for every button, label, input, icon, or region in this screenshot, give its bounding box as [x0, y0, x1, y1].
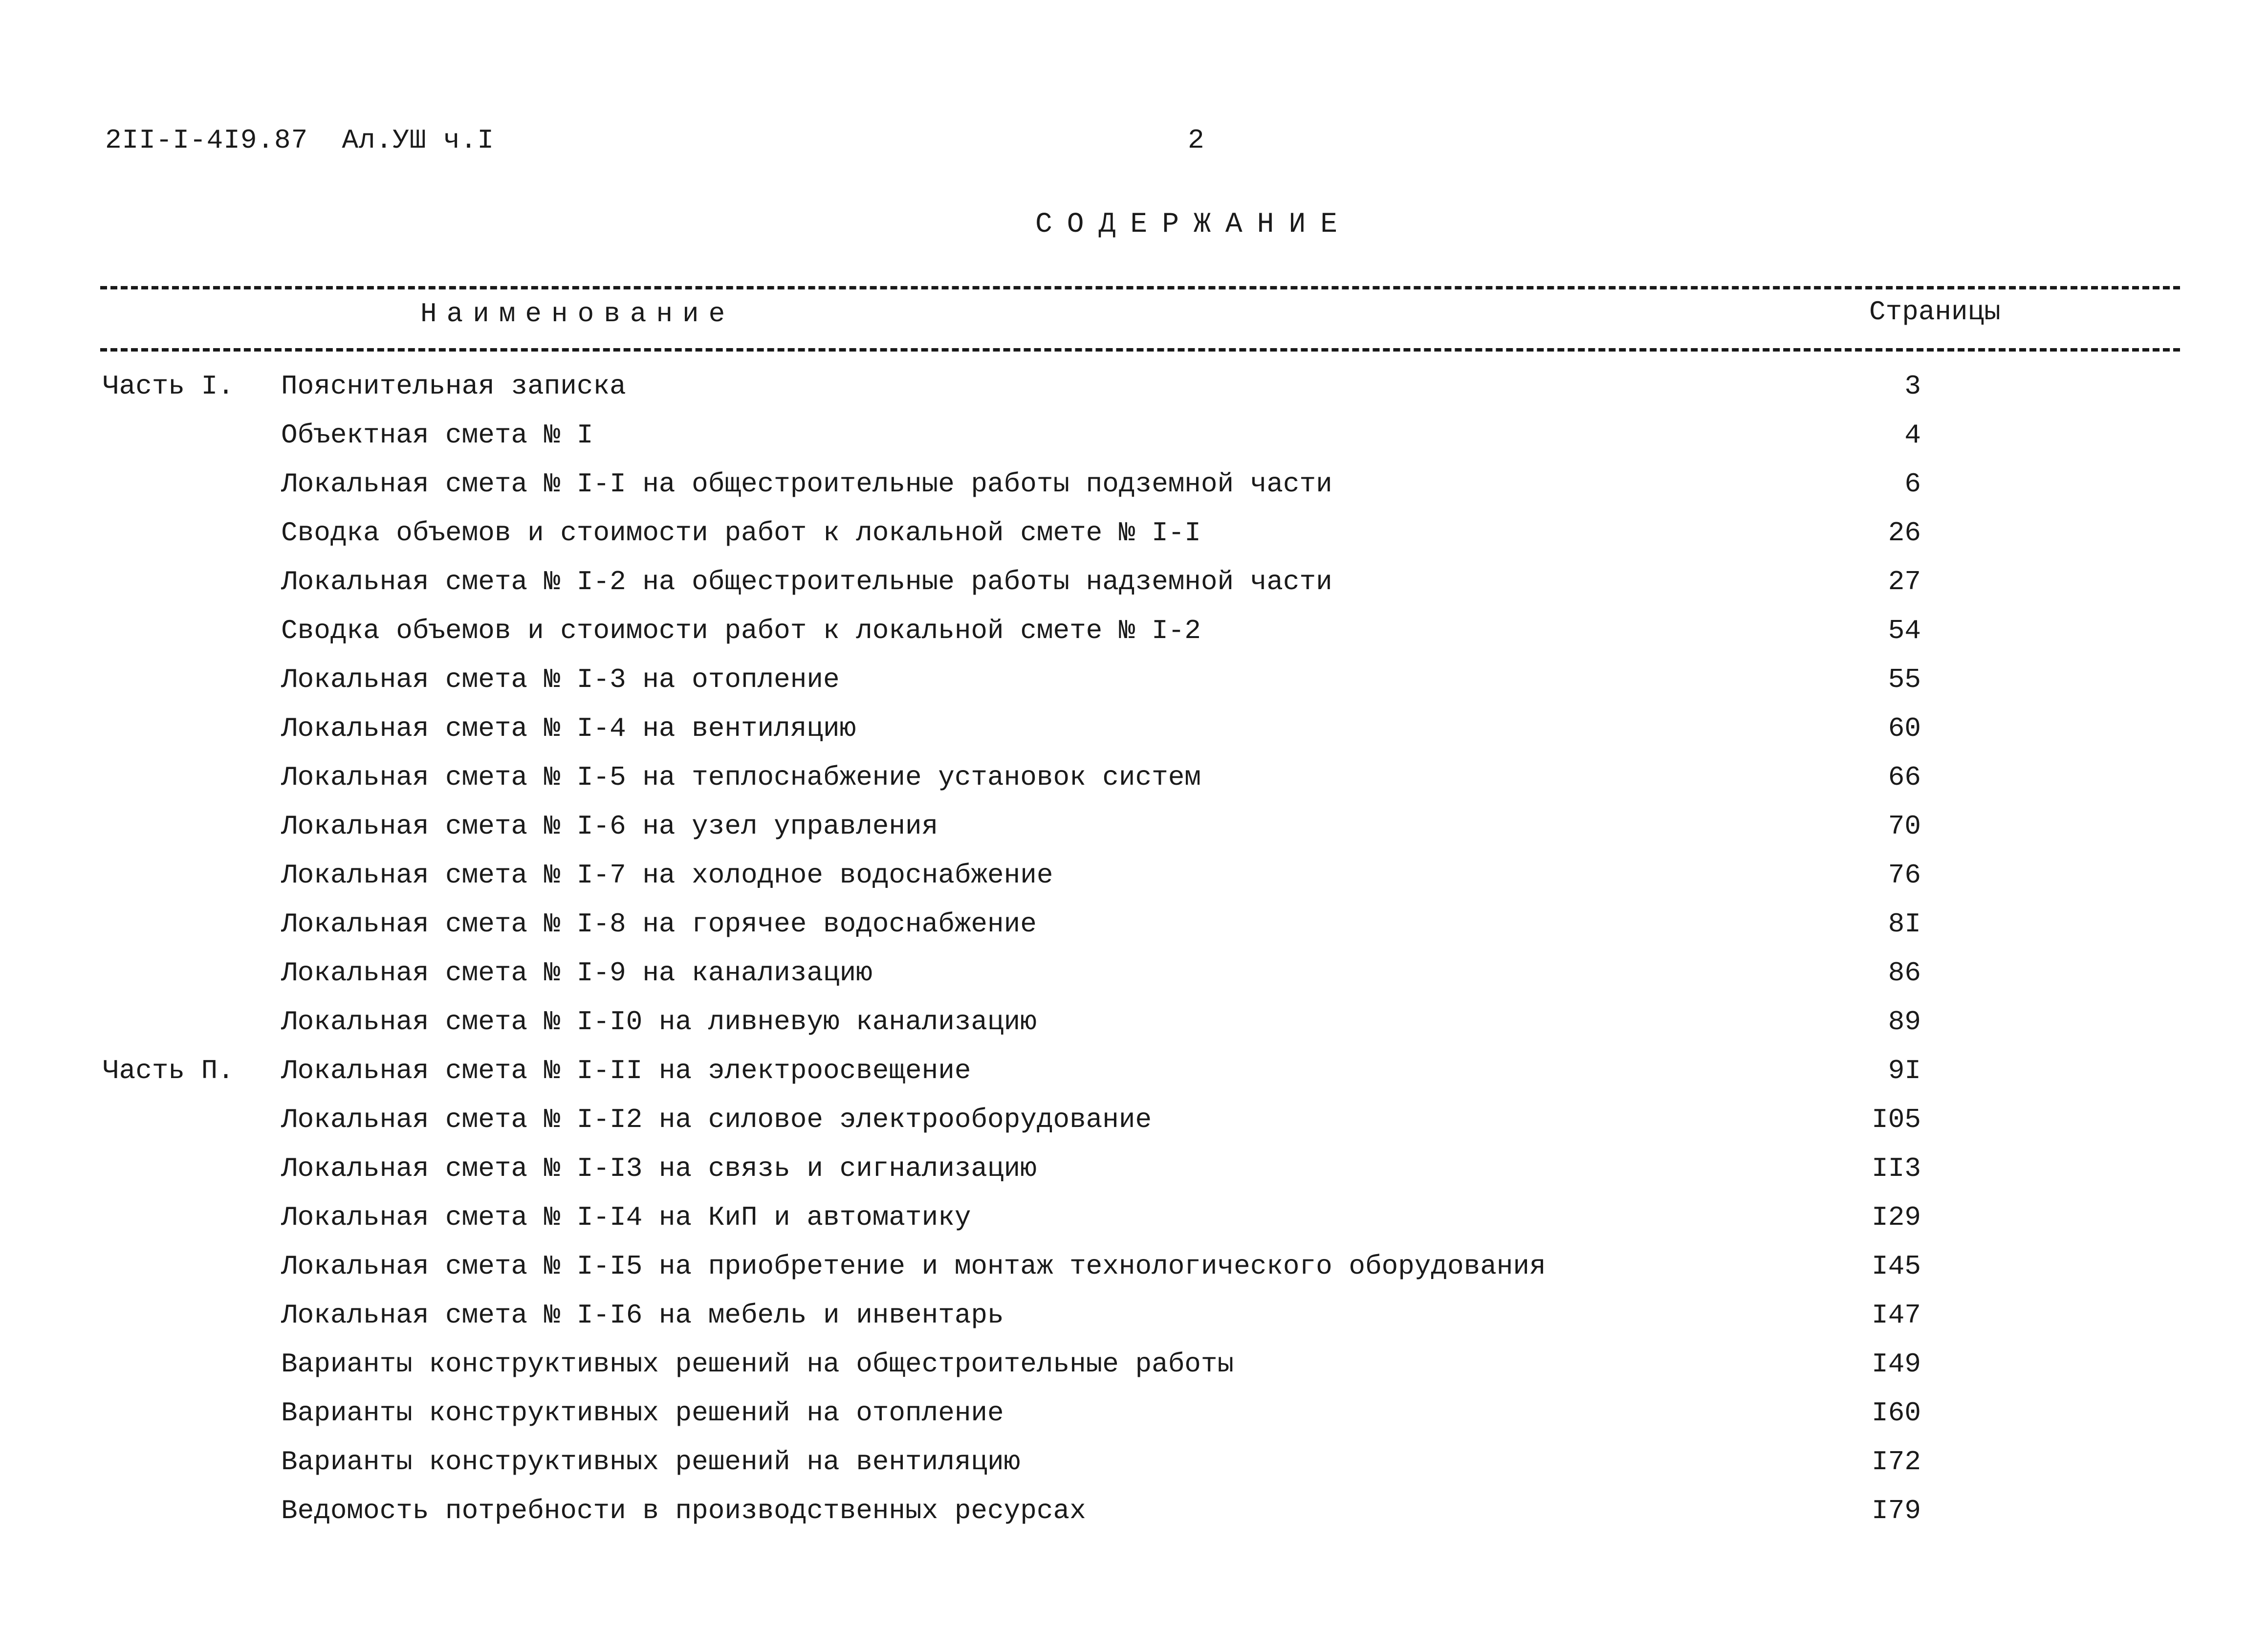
entry-title: Локальная смета № I-7 на холодное водоснабжение [281, 860, 1053, 891]
entry-page: 6 [1904, 468, 1921, 500]
entry-page: 66 [1888, 762, 1921, 793]
entry-title: Локальная смета № I-I2 на силовое электрооборудование [281, 1104, 1152, 1135]
entry-title: Пояснительная записка [281, 371, 626, 402]
toc-row [0, 1347, 2268, 1394]
entry-title: Локальная смета № I-8 на горячее водоснабжение [281, 908, 1037, 940]
entry-page: 54 [1888, 615, 1921, 646]
entry-page: I29 [1872, 1202, 1921, 1233]
entry-page: 3 [1904, 371, 1921, 402]
entry-page: I72 [1872, 1446, 1921, 1478]
entry-page: I45 [1872, 1251, 1921, 1282]
entry-page: I60 [1872, 1397, 1921, 1429]
entry-title: Локальная смета № I-3 на отопление [281, 664, 840, 695]
entry-page: 26 [1888, 517, 1921, 549]
toc-row [0, 1396, 2268, 1443]
toc-row [0, 467, 2268, 514]
entry-page: 27 [1888, 566, 1921, 597]
entry-title: Сводка объемов и стоимости работ к локальной смете № I-2 [281, 615, 1201, 646]
entry-page: 89 [1888, 1006, 1921, 1038]
entry-title: Локальная смета № I-I на общестроительные работы подземной части [281, 468, 1332, 500]
toc-row [0, 1200, 2268, 1247]
table-header-rule [100, 348, 2180, 352]
entry-title: Локальная смета № I-I4 на КиП и автоматику [281, 1202, 971, 1233]
entry-title: Локальная смета № I-4 на вентиляцию [281, 713, 856, 744]
toc-row [0, 516, 2268, 563]
toc-row [0, 858, 2268, 905]
entry-title: Локальная смета № I-5 на теплоснабжение установок систем [281, 762, 1201, 793]
toc-row [0, 614, 2268, 661]
entry-title: Локальная смета № I-II на электроосвещение [281, 1055, 971, 1086]
entry-title: Локальная смета № I-6 на узел управления [281, 811, 938, 842]
toc-row [0, 369, 2268, 416]
toc-row [0, 1151, 2268, 1198]
toc-row [0, 907, 2268, 954]
toc-row [0, 1103, 2268, 1149]
entry-page: I05 [1872, 1104, 1921, 1135]
entry-title: Варианты конструктивных решений на общестроительные работы [281, 1348, 1234, 1380]
entry-title: Локальная смета № I-2 на общестроительные работы надземной части [281, 566, 1332, 597]
entry-title: Локальная смета № I-9 на канализацию [281, 957, 872, 989]
toc-row [0, 1494, 2268, 1541]
entry-title: Локальная смета № I-I3 на связь и сигнализацию [281, 1153, 1037, 1184]
entry-title: Сводка объемов и стоимости работ к локальной смете № I-I [281, 517, 1201, 549]
toc-row [0, 1005, 2268, 1052]
entry-page: 60 [1888, 713, 1921, 744]
toc-row [0, 711, 2268, 758]
entry-page: 76 [1888, 860, 1921, 891]
entry-title: Локальная смета № I-I0 на ливневую канализацию [281, 1006, 1037, 1038]
document-code: 2II-I-4I9.87 Ал.УШ ч.I [105, 125, 494, 156]
part-label: Часть I. [103, 371, 234, 402]
entry-title: Варианты конструктивных решений на вентиляцию [281, 1446, 1021, 1478]
entry-page: 8I [1888, 908, 1921, 940]
toc-row [0, 418, 2268, 465]
entry-title: Объектная смета № I [281, 420, 593, 451]
toc-row [0, 956, 2268, 1003]
entry-page: II3 [1872, 1153, 1921, 1184]
toc-row [0, 760, 2268, 807]
entry-title: Локальная смета № I-I5 на приобретение и монтаж технологического оборудования [281, 1251, 1546, 1282]
toc-row [0, 1298, 2268, 1345]
entry-page: I47 [1872, 1300, 1921, 1331]
table-top-rule [100, 286, 2180, 289]
entry-page: I79 [1872, 1495, 1921, 1526]
column-header-pages: Страницы [1869, 296, 2001, 328]
column-header-name: Наименование [420, 298, 735, 330]
toc-row [0, 565, 2268, 612]
toc-row [0, 1249, 2268, 1296]
entry-page: I49 [1872, 1348, 1921, 1380]
entry-page: 55 [1888, 664, 1921, 695]
entry-title: Варианты конструктивных решений на отопление [281, 1397, 1004, 1429]
entry-title: Локальная смета № I-I6 на мебель и инвентарь [281, 1300, 1004, 1331]
entry-page: 9I [1888, 1055, 1921, 1086]
toc-row [0, 662, 2268, 709]
entry-page: 86 [1888, 957, 1921, 989]
toc-row [0, 809, 2268, 856]
entry-title: Ведомость потребности в производственных ресурсах [281, 1495, 1086, 1526]
entry-page: 70 [1888, 811, 1921, 842]
page-title: СОДЕРЖАНИЕ [1035, 209, 1352, 241]
entry-page: 4 [1904, 420, 1921, 451]
toc-row [0, 1445, 2268, 1492]
part-label: Часть П. [103, 1055, 234, 1086]
toc-row [0, 1054, 2268, 1101]
page-number: 2 [1188, 125, 1204, 156]
